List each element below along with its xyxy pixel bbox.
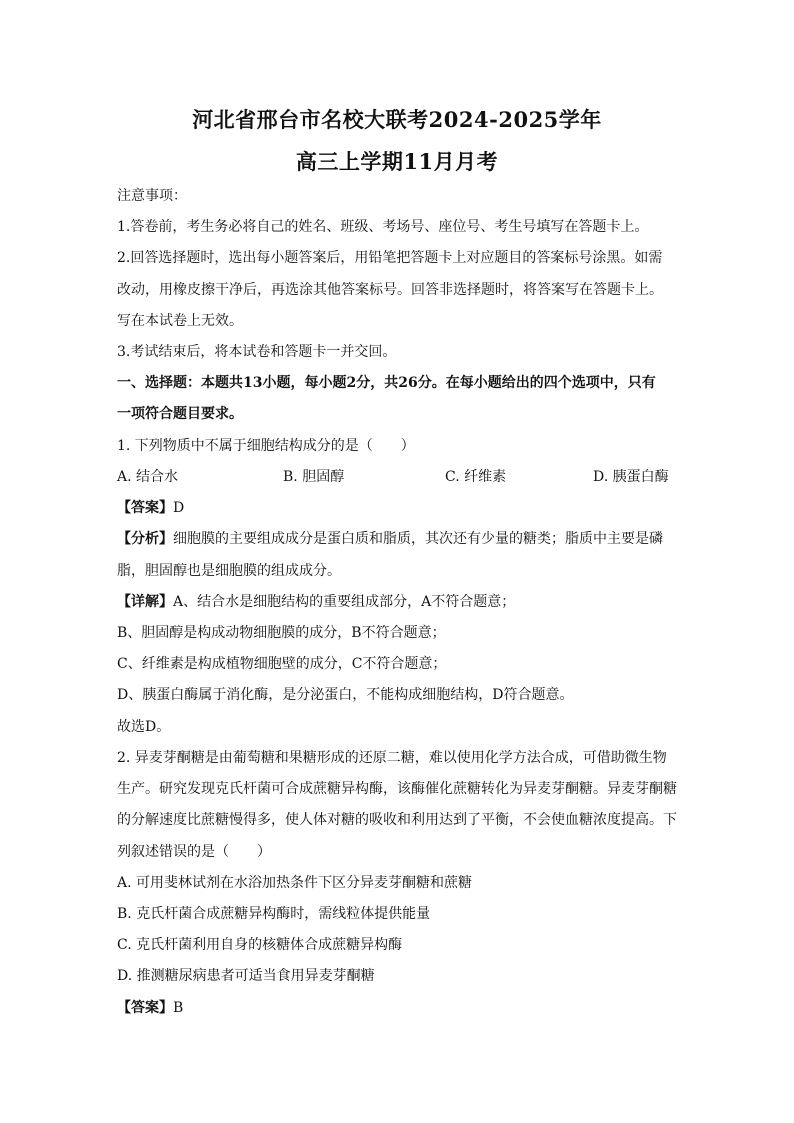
- notice-item-2-line-2: 改动，用橡皮擦干净后，再选涂其他答案标号。回答非选择题时，将答案写在答题卡上。: [117, 282, 663, 298]
- q1-detail-d: D、胰蛋白酶属于消化酶，是分泌蛋白，不能构成细胞结构，D符合题意。: [117, 687, 574, 703]
- q1-analysis-line-2: 脂，胆固醇也是细胞膜的组成成分。: [117, 563, 341, 579]
- q1-detail-a: [117, 592, 687, 612]
- q1-option-c: C. 纤维素: [445, 469, 507, 485]
- detail-text: A、结合水是细胞结构的重要组成部分，A不符合题意；: [173, 594, 516, 610]
- q2-stem-line-2: 生产。研究发现克氏杆菌可合成蔗糖异构酶，该酶催化蔗糖转化为异麦芽酮糖。异麦芽酮糖: [117, 781, 677, 797]
- notice-heading: 注意事项：: [117, 188, 187, 204]
- q1-detail-b: B、胆固醇是构成动物细胞膜的成分，B不符合题意；: [117, 625, 446, 641]
- q2-answer: [117, 998, 687, 1018]
- answer-value: B: [173, 1000, 184, 1016]
- q1-answer: [117, 498, 687, 518]
- q2-stem-line-1: 2. 异麦芽酮糖是由葡萄糖和果糖形成的还原二糖，难以使用化学方法合成，可借助微生物: [117, 750, 667, 766]
- section-heading-line-1: 一、选择题：本题共13小题，每小题2分，共26分。在每小题给出的四个选项中，只有: [117, 375, 656, 391]
- q1-option-a: A. 结合水: [117, 469, 179, 485]
- q2-option-d: D. 推测糖尿病患者可适当食用异麦芽酮糖: [117, 968, 375, 984]
- q2-option-c: C. 克氏杆菌利用自身的核糖体合成蔗糖异构酶: [117, 937, 403, 953]
- answer-label: 【答案】: [117, 500, 173, 516]
- answer-value: D: [173, 500, 185, 516]
- notice-item-1: 1.答卷前，考生务必将自己的姓名、班级、考场号、座位号、考生号填写在答题卡上。: [117, 219, 649, 235]
- analysis-text: 细胞膜的主要组成成分是蛋白质和脂质，其次还有少量的糖类；脂质中主要是磷: [173, 531, 663, 547]
- q1-analysis-line-1: [117, 529, 687, 549]
- q1-option-d: D. 胰蛋白酶: [593, 469, 669, 485]
- section-heading-line-2: 一项符合题目要求。: [117, 406, 243, 422]
- detail-label: 【详解】: [117, 594, 173, 610]
- page-title: 河北省邢台市名校大联考2024-2025学年: [192, 107, 602, 132]
- q2-option-b: B. 克氏杆菌合成蔗糖异构酶时，需线粒体提供能量: [117, 906, 431, 922]
- page-subtitle: 高三上学期11月月考: [295, 149, 499, 174]
- notice-item-2-line-1: 2.回答选择题时，选出每小题答案后，用铅笔把答题卡上对应题目的答案标号涂黑。如需: [117, 250, 663, 266]
- q1-detail-c: C、纤维素是构成植物细胞壁的成分，C不符合题意；: [117, 656, 447, 672]
- notice-item-3: 3.考试结束后，将本试卷和答题卡一并交回。: [117, 344, 397, 360]
- q1-stem: 1. 下列物质中不属于细胞结构成分的是（ ）: [117, 438, 415, 454]
- q2-stem-line-4: 列叙述错误的是（ ）: [117, 844, 271, 860]
- q1-option-b: B. 胆固醇: [283, 469, 345, 485]
- q1-conclusion: 故选D。: [117, 719, 171, 735]
- q2-stem-line-3: 的分解速度比蔗糖慢得多，使人体对糖的吸收和利用达到了平衡，不会使血糖浓度提高。下: [117, 812, 677, 828]
- notice-item-2-line-3: 写在本试卷上无效。: [117, 313, 243, 329]
- analysis-label: 【分析】: [117, 531, 173, 547]
- answer-label: 【答案】: [117, 1000, 173, 1016]
- q2-option-a: A. 可用斐林试剂在水浴加热条件下区分异麦芽酮糖和蔗糖: [117, 875, 473, 891]
